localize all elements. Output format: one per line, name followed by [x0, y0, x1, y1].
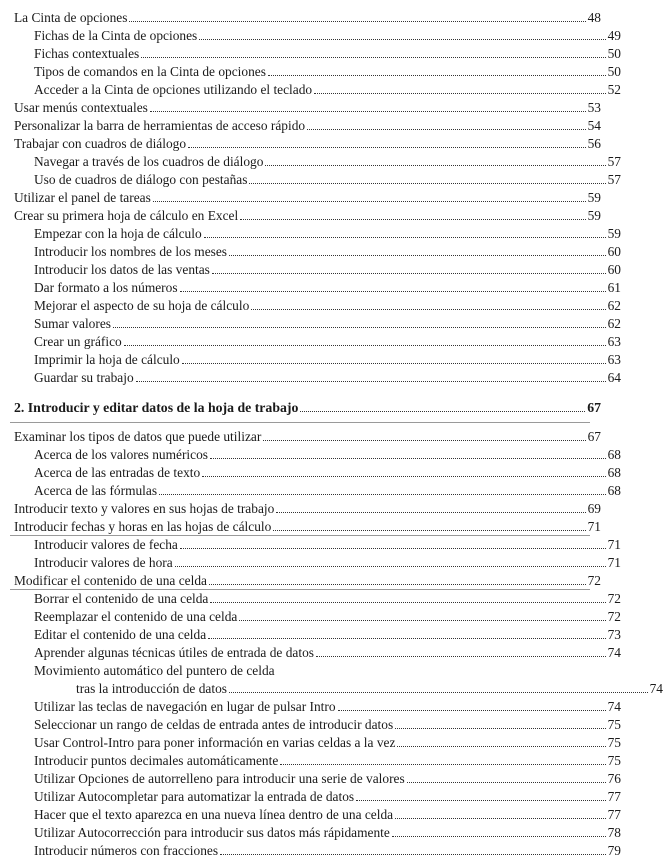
toc-entry-title: Acceder a la Cinta de opciones utilizando el teclado: [34, 82, 313, 97]
toc-entry[interactable]: [0, 116, 601, 134]
toc-page-number: 49: [607, 28, 621, 43]
toc-page-number: 60: [607, 244, 621, 259]
dot-leader: [229, 255, 606, 256]
toc-entry[interactable]: [0, 224, 621, 242]
toc-entry-title: Acerca de los valores numéricos: [34, 447, 209, 462]
dot-leader: [300, 411, 585, 412]
toc-page-number: 63: [607, 352, 621, 367]
toc-entry[interactable]: [0, 841, 621, 859]
toc-entry[interactable]: [0, 751, 621, 769]
toc-entry[interactable]: [0, 368, 621, 386]
toc-page-number: 72: [607, 591, 621, 606]
toc-entry[interactable]: [0, 80, 621, 98]
toc-entry[interactable]: [0, 296, 621, 314]
toc-entry[interactable]: [0, 553, 621, 571]
toc-entry[interactable]: [0, 589, 621, 607]
toc-entry-title: Introducir fechas y horas en las hojas de cálculo: [14, 519, 272, 534]
toc-page-number: 76: [607, 771, 621, 786]
dot-leader: [202, 476, 605, 477]
toc-page-number: 59: [607, 226, 621, 241]
dot-leader: [276, 512, 585, 513]
toc-entry-title: Dar formato a los números: [34, 280, 178, 295]
toc-page-number: 71: [587, 519, 601, 534]
dot-leader: [280, 764, 605, 765]
dot-leader: [307, 129, 586, 130]
toc-entry[interactable]: [0, 427, 601, 445]
toc-page-number: 53: [587, 100, 601, 115]
toc-entry[interactable]: [0, 643, 621, 661]
dot-leader: [268, 75, 606, 76]
toc-page-number: 74: [649, 681, 663, 696]
dot-leader: [397, 746, 605, 747]
toc-entry[interactable]: [0, 607, 621, 625]
toc-page-number: 59: [587, 190, 601, 205]
toc-page-number: 72: [607, 609, 621, 624]
toc-entry-title: Utilizar Opciones de autorrelleno para introducir una serie de valores: [34, 771, 405, 786]
toc-page-number: 75: [607, 753, 621, 768]
toc-entry-title: Editar el contenido de una celda: [34, 627, 207, 642]
toc-page-number: 50: [607, 46, 621, 61]
toc-entry-title: Uso de cuadros de diálogo con pestañas: [34, 172, 248, 187]
toc-entry[interactable]: [0, 697, 621, 715]
toc-entry-title: Modificar el contenido de una celda: [14, 573, 207, 588]
toc-entry-title: Introducir números con fracciones: [34, 843, 219, 858]
toc-page-number: 52: [607, 82, 621, 97]
dot-leader: [141, 57, 605, 58]
toc-entry[interactable]: [0, 517, 601, 535]
toc-page-number: 62: [607, 298, 621, 313]
toc-entry-title: Seleccionar un rango de celdas de entrada antes de introducir datos: [34, 717, 394, 732]
toc-entry-title: Utilizar Autocorrección para introducir sus datos más rápidamente: [34, 825, 390, 840]
dot-leader: [249, 183, 605, 184]
toc-entry-title: Introducir texto y valores en sus hojas de trabajo: [14, 501, 275, 516]
toc-entry-title: tras la introducción de datos: [76, 681, 227, 696]
dot-leader: [136, 381, 606, 382]
toc-page-number: 77: [607, 807, 621, 822]
dot-leader: [209, 584, 586, 585]
dot-leader: [273, 530, 585, 531]
toc-entry[interactable]: [0, 481, 621, 499]
toc-entry-title: Utilizar el panel de tareas: [14, 190, 151, 205]
dot-leader: [251, 309, 605, 310]
toc-page-number: 50: [607, 64, 621, 79]
dot-leader: [314, 93, 605, 94]
toc-page-number: 73: [607, 627, 621, 642]
toc-page-number: 68: [607, 465, 621, 480]
toc-entry-title: 2. Introducir y editar datos de la hoja de trabajo: [14, 400, 299, 415]
toc-entry-title: Trabajar con cuadros de diálogo: [14, 136, 187, 151]
dot-leader: [153, 201, 586, 202]
toc-page-number: 74: [607, 699, 621, 714]
toc-page-number: 67: [587, 429, 601, 444]
toc-entry[interactable]: [0, 170, 621, 188]
toc-entry-title: Fichas de la Cinta de opciones: [34, 28, 198, 43]
toc-entry-title: Utilizar Autocompletar para automatizar la entrada de datos: [34, 789, 355, 804]
toc-entry[interactable]: [0, 98, 601, 116]
dot-leader: [180, 548, 606, 549]
dot-leader: [129, 21, 585, 22]
toc-entry-title: Usar menús contextuales: [14, 100, 148, 115]
toc-page-number: 74: [607, 645, 621, 660]
toc-entry[interactable]: [0, 715, 621, 733]
toc-page-number: 61: [607, 280, 621, 295]
toc-entry-title: Examinar los tipos de datos que puede utilizar: [14, 429, 262, 444]
toc-page-number: 77: [607, 789, 621, 804]
toc-entry-title: Acerca de las entradas de texto: [34, 465, 201, 480]
dot-leader: [212, 273, 606, 274]
toc-entry[interactable]: [0, 661, 621, 679]
dot-leader: [199, 39, 605, 40]
dot-leader: [150, 111, 586, 112]
dot-leader: [356, 800, 605, 801]
toc-page-number: 79: [607, 843, 621, 858]
toc-entry-title: Empezar con la hoja de cálculo: [34, 226, 202, 241]
toc-page-number: 60: [607, 262, 621, 277]
toc-entry-title: Introducir puntos decimales automáticamente: [34, 753, 279, 768]
toc-page-number: 63: [607, 334, 621, 349]
toc-chapter-entry[interactable]: [0, 398, 601, 416]
toc-entry[interactable]: [0, 188, 601, 206]
dot-leader: [392, 836, 606, 837]
toc-entry[interactable]: [0, 733, 621, 751]
toc-entry[interactable]: [0, 805, 621, 823]
dot-leader: [175, 566, 606, 567]
toc-entry-title: Introducir valores de fecha: [34, 537, 178, 552]
toc-entry-title: Guardar su trabajo: [34, 370, 134, 385]
toc-page-number: 54: [587, 118, 601, 133]
toc-entry[interactable]: [0, 332, 621, 350]
dot-leader: [265, 165, 605, 166]
dot-leader: [182, 363, 606, 364]
dot-leader: [316, 656, 606, 657]
toc-page-number: 64: [607, 370, 621, 385]
dot-leader: [113, 327, 606, 328]
toc-entry[interactable]: [0, 445, 621, 463]
toc-page-number: 78: [607, 825, 621, 840]
toc-entry[interactable]: [0, 44, 621, 62]
toc-entry-title: Fichas contextuales: [34, 46, 140, 61]
toc-entry-title: Reemplazar el contenido de una celda: [34, 609, 238, 624]
dot-leader: [395, 728, 605, 729]
dot-leader: [159, 494, 606, 495]
toc-entry-title: Crear un gráfico: [34, 334, 122, 349]
toc-entry[interactable]: [0, 206, 601, 224]
toc-entry-title: Introducir los datos de las ventas: [34, 262, 210, 277]
toc-entry[interactable]: [0, 787, 621, 805]
toc-page-number: 62: [607, 316, 621, 331]
toc-entry[interactable]: [0, 134, 601, 152]
toc-entry[interactable]: [0, 769, 621, 787]
toc-page-number: 67: [587, 400, 601, 415]
toc-entry[interactable]: [0, 463, 621, 481]
toc-entry[interactable]: [0, 152, 621, 170]
toc-page-number: 68: [607, 483, 621, 498]
dot-leader: [210, 602, 605, 603]
toc-page-number: 68: [607, 447, 621, 462]
toc-entry[interactable]: [0, 535, 621, 553]
dot-leader: [239, 620, 605, 621]
dot-leader: [124, 345, 606, 346]
toc-page-number: 59: [587, 208, 601, 223]
toc-entry-title: Usar Control-Intro para poner información en varias celdas a la vez: [34, 735, 396, 750]
toc-entry[interactable]: [0, 823, 621, 841]
dot-leader: [338, 710, 606, 711]
toc-page-number: 48: [587, 10, 601, 25]
toc-entry[interactable]: [0, 278, 621, 296]
toc-entry-title: Navegar a través de los cuadros de diálogo: [34, 154, 264, 169]
dot-leader: [229, 692, 648, 693]
toc-page-number: 56: [587, 136, 601, 151]
toc-entry[interactable]: [0, 625, 621, 643]
dot-leader: [180, 291, 606, 292]
toc-entry-title: Aprender algunas técnicas útiles de entrada de datos: [34, 645, 314, 660]
toc-entry-title: Introducir valores de hora: [34, 555, 173, 570]
toc-entry-title: Sumar valores: [34, 316, 111, 331]
dot-leader: [220, 854, 606, 855]
toc-page-number: 75: [607, 717, 621, 732]
toc-page-number: 57: [607, 154, 621, 169]
dot-leader: [263, 440, 585, 441]
toc-entry-title: Movimiento automático del puntero de celda: [34, 663, 275, 678]
toc-page-number: 71: [607, 537, 621, 552]
toc-entry[interactable]: [0, 571, 601, 589]
toc-entry[interactable]: [0, 679, 663, 697]
toc-page-number: 72: [587, 573, 601, 588]
dot-leader: [208, 638, 605, 639]
toc-page-number: 71: [607, 555, 621, 570]
toc-entry[interactable]: [0, 26, 621, 44]
toc-entry-title: Borrar el contenido de una celda: [34, 591, 209, 606]
dot-leader: [407, 782, 606, 783]
separator-line: [10, 422, 590, 423]
toc-page-number: 69: [587, 501, 601, 516]
toc-entry[interactable]: [0, 62, 621, 80]
dot-leader: [395, 818, 605, 819]
dot-leader: [204, 237, 606, 238]
toc-entry-title: Tipos de comandos en la Cinta de opciones: [34, 64, 266, 79]
dot-leader: [210, 458, 606, 459]
toc-entry-title: Acerca de las fórmulas: [34, 483, 158, 498]
toc-entry[interactable]: [0, 499, 601, 517]
toc-entry-title: Utilizar las teclas de navegación en lugar de pulsar Intro: [34, 699, 336, 714]
toc-entry-title: Hacer que el texto aparezca en una nueva línea dentro de una celda: [34, 807, 394, 822]
toc-entry-title: La Cinta de opciones: [14, 10, 128, 25]
toc-entry-title: Introducir los nombres de los meses: [34, 244, 228, 259]
toc-page-number: 57: [607, 172, 621, 187]
toc-entry[interactable]: [0, 314, 621, 332]
toc-page-number: 75: [607, 735, 621, 750]
toc-entry-title: Mejorar el aspecto de su hoja de cálculo: [34, 298, 250, 313]
dot-leader: [188, 147, 586, 148]
toc-entry-title: Imprimir la hoja de cálculo: [34, 352, 180, 367]
toc-entry[interactable]: [0, 8, 601, 26]
toc-entry[interactable]: [0, 242, 621, 260]
dot-leader: [240, 219, 585, 220]
toc-entry[interactable]: [0, 350, 621, 368]
toc-entry-title: Personalizar la barra de herramientas de acceso rápido: [14, 118, 306, 133]
toc-entry-title: Crear su primera hoja de cálculo en Excel: [14, 208, 239, 223]
toc-entry[interactable]: [0, 260, 621, 278]
